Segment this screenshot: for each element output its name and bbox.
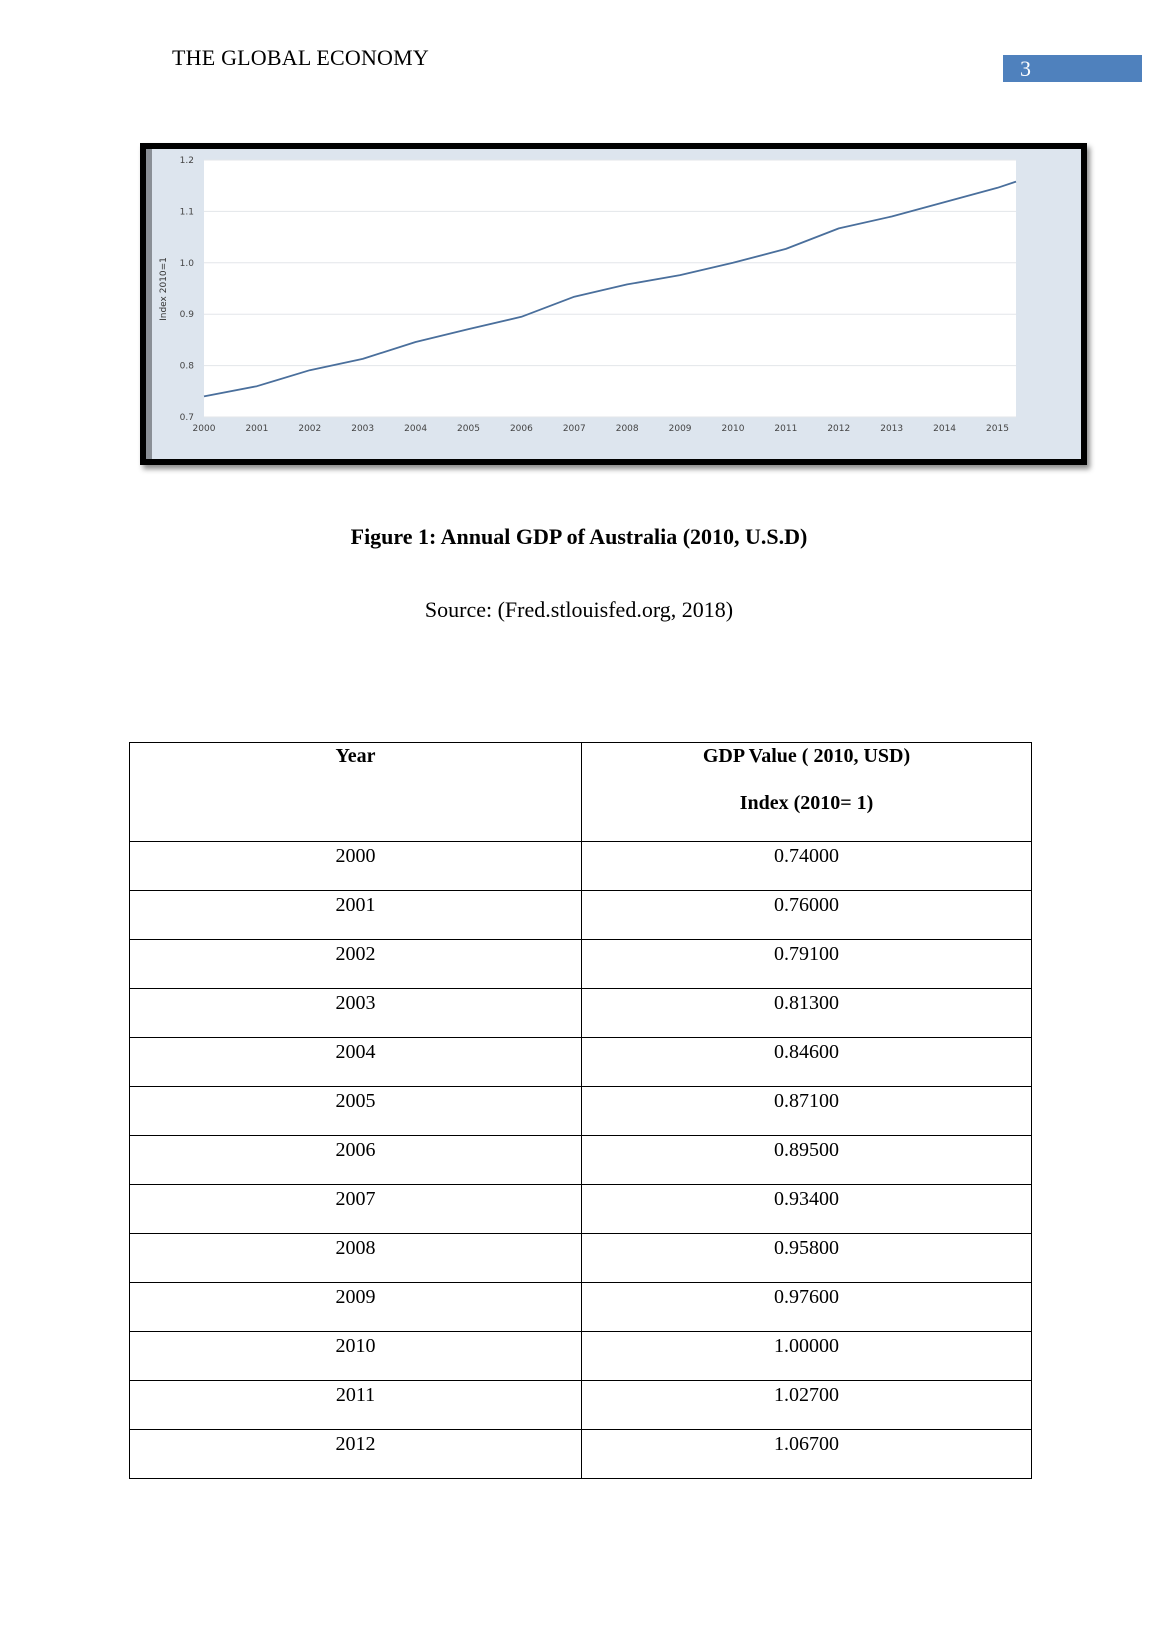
- x-tick-label: 2008: [615, 424, 639, 434]
- y-axis-label: Index 2010=1: [159, 257, 169, 321]
- table-row: [130, 1136, 1032, 1185]
- x-tick-label: 2001: [245, 424, 269, 434]
- cell-year: 2009: [130, 1283, 582, 1332]
- page-number: 3: [1003, 55, 1142, 82]
- table-row: [130, 842, 1032, 891]
- y-tick-label: 1.0: [179, 258, 194, 269]
- table-header-row: [130, 743, 1032, 842]
- header-index-label: Index (2010= 1): [739, 792, 874, 814]
- x-tick-label: 2011: [774, 424, 798, 434]
- x-tick-label: 2014: [933, 424, 957, 434]
- table-row: [130, 1087, 1032, 1136]
- figure-caption: Figure 1: Annual GDP of Australia (2010, U.S.D): [350, 524, 808, 549]
- chart-left-edge: [146, 149, 152, 459]
- cell-year: 2010: [130, 1332, 582, 1381]
- header-gdp-label: GDP Value ( 2010, USD): [702, 745, 911, 767]
- table-row: [130, 891, 1032, 940]
- running-header-title: THE GLOBAL ECONOMY: [172, 45, 429, 70]
- y-tick-label: 1.1: [179, 207, 194, 218]
- cell-year: 2007: [130, 1185, 582, 1234]
- x-tick-label: 2005: [457, 424, 480, 434]
- x-tick-label: 2010: [721, 424, 745, 434]
- cell-year: 2003: [130, 989, 582, 1038]
- gdp-line-chart: [146, 149, 1081, 459]
- cell-gdp-value: 0.87100: [582, 1087, 1032, 1136]
- header-year: [130, 743, 582, 842]
- cell-year: 2000: [130, 842, 582, 891]
- cell-gdp-value: 0.89500: [582, 1136, 1032, 1185]
- cell-gdp-value: 0.97600: [582, 1283, 1032, 1332]
- y-tick-label: 0.9: [179, 310, 194, 321]
- y-tick-label: 1.2: [179, 156, 194, 166]
- table-row: [130, 1185, 1032, 1234]
- cell-gdp-value: 0.81300: [582, 989, 1032, 1038]
- table-row: [130, 1038, 1032, 1087]
- table-row: [130, 1283, 1032, 1332]
- x-tick-label: 2009: [668, 424, 692, 434]
- y-tick-label: 0.7: [179, 413, 194, 423]
- x-tick-label: 2013: [880, 424, 904, 434]
- cell-year: 2006: [130, 1136, 582, 1185]
- cell-gdp-value: 0.79100: [582, 940, 1032, 989]
- header-gdp: [582, 743, 1032, 842]
- header-year-label: Year: [335, 745, 376, 767]
- x-tick-label: 2002: [298, 424, 322, 434]
- figure-source: Source: (Fred.stlouisfed.org, 2018): [424, 597, 734, 622]
- table-row: [130, 940, 1032, 989]
- x-tick-label: 2004: [404, 424, 428, 434]
- x-tick-label: 2000: [192, 424, 216, 434]
- gdp-table: [129, 742, 1032, 1479]
- x-tick-label: 2012: [827, 424, 851, 434]
- cell-gdp-value: 0.74000: [582, 842, 1032, 891]
- cell-gdp-value: 1.02700: [582, 1381, 1032, 1430]
- table-row: [130, 1430, 1032, 1479]
- x-tick-label: 2015: [986, 424, 1009, 434]
- table-row: [130, 1381, 1032, 1430]
- cell-year: 2011: [130, 1381, 582, 1430]
- x-tick-label: 2007: [562, 424, 586, 434]
- cell-gdp-value: 0.93400: [582, 1185, 1032, 1234]
- x-tick-label: 2003: [351, 424, 375, 434]
- cell-year: 2004: [130, 1038, 582, 1087]
- cell-gdp-value: 1.00000: [582, 1332, 1032, 1381]
- cell-gdp-value: 1.06700: [582, 1430, 1032, 1479]
- figure-chart-frame: [140, 143, 1087, 465]
- table-row: [130, 1332, 1032, 1381]
- x-tick-label: 2006: [509, 424, 533, 434]
- table-row: [130, 989, 1032, 1038]
- table-row: [130, 1234, 1032, 1283]
- cell-gdp-value: 0.76000: [582, 891, 1032, 940]
- cell-year: 2001: [130, 891, 582, 940]
- cell-gdp-value: 0.95800: [582, 1234, 1032, 1283]
- cell-year: 2005: [130, 1087, 582, 1136]
- cell-year: 2012: [130, 1430, 582, 1479]
- y-tick-label: 0.8: [179, 361, 194, 372]
- cell-gdp-value: 0.84600: [582, 1038, 1032, 1087]
- cell-year: 2002: [130, 940, 582, 989]
- cell-year: 2008: [130, 1234, 582, 1283]
